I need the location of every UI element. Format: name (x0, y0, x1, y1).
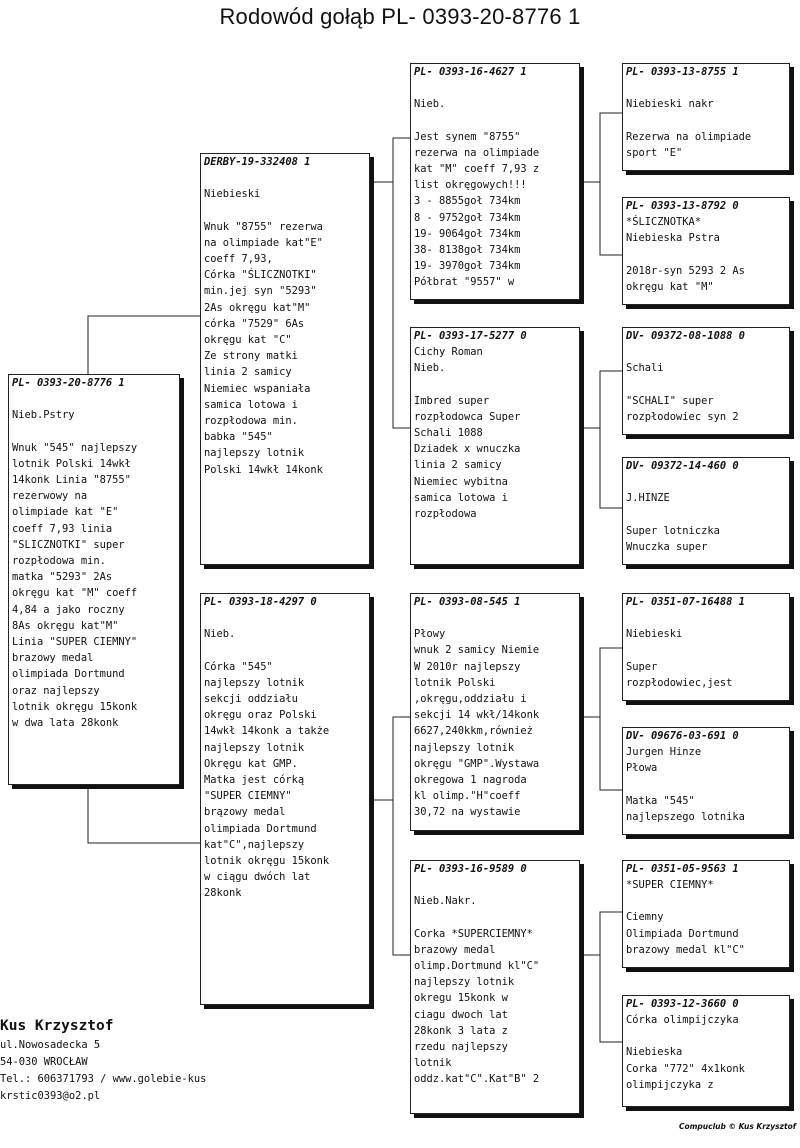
card-text-line: Córka olimpijczyka (626, 1014, 739, 1026)
great-grandparent-card-2[interactable] (622, 197, 790, 305)
sire-dam-card[interactable] (410, 327, 580, 565)
card-text-line: najlepszy lotnik (204, 447, 305, 460)
card-text-line: rezerwa na olimpiade (414, 146, 540, 159)
great-grandparent-card-5[interactable] (622, 593, 790, 701)
card-text-line: rozpłodowa min. (204, 415, 298, 428)
card-text-line: kl olimp."H"coeff (414, 790, 521, 803)
card-text-line (414, 376, 574, 392)
card-text-line: Płowy (414, 628, 446, 641)
ring-number: DERBY-19-332408 1 (204, 156, 311, 168)
owner-city: 54-030 WROCŁAW (0, 1056, 88, 1068)
card-text-line: Dziadek x wnuczka (414, 443, 521, 456)
card-text-line: córka "7529" 6As (204, 317, 305, 330)
ring-number: PL- 0351-05-9563 1 (626, 863, 739, 875)
card-text-line: rozpłodowa min. (12, 555, 106, 568)
card-text-line: linia 2 samicy (414, 459, 502, 472)
ring-number: DV- 09676-03-691 0 (626, 730, 739, 742)
card-text-line: Nieb. (414, 98, 446, 111)
card-text-line: Schali 1088 (414, 427, 483, 440)
card-text-line: ciagu dwoch lat (414, 1008, 508, 1021)
card-text-line: coeff 7,93 linia (12, 522, 113, 535)
card-text-line (204, 202, 364, 218)
ring-number: PL- 0393-08-545 1 (414, 596, 521, 608)
card-text-line: brazowy medal (414, 943, 496, 956)
card-text-line (626, 344, 784, 360)
ring-number: PL- 0393-20-8776 1 (12, 377, 125, 389)
sire-sire-card[interactable] (410, 63, 580, 300)
card-text-line: Wnuk "8755" rezerwa (204, 220, 323, 233)
card-text-line: olimpiada Dortmund (204, 822, 317, 835)
card-text-line (12, 391, 174, 407)
card-text-line: olimpiada Dortmund (12, 668, 125, 681)
card-text-line: babka "545" (204, 431, 273, 444)
card-text-line: okręgu kat "C" (204, 334, 292, 347)
card-text-line: J.HINZE (626, 492, 670, 505)
card-text-line: Super (626, 660, 658, 673)
software-credit: Compuclub © Kus Krzysztof (678, 1122, 796, 1131)
card-text-line: Imbred super (414, 394, 490, 407)
card-text-line (626, 1028, 784, 1044)
great-grandparent-card-1[interactable] (622, 63, 790, 171)
card-text-line (204, 642, 364, 658)
card-text-line: rozpłodowiec syn 2 (626, 410, 739, 423)
card-text-line: Nieb. (414, 362, 446, 375)
card-text-line: ,okręgu,oddziału i (414, 693, 527, 706)
card-text-line (626, 506, 784, 522)
card-text-line: Nieb. (204, 628, 236, 641)
card-text-line: kat "M" coeff 7,93 z (414, 163, 540, 176)
card-text-line: okręgu kat "M" coeff (12, 587, 138, 600)
card-text-line: najlepszy lotnik (414, 976, 515, 989)
card-text-line (626, 474, 784, 490)
card-text-line (12, 423, 174, 439)
card-text-line (626, 80, 784, 96)
card-text-line: olimp.Dortmund kl"C" (414, 960, 540, 973)
card-text-line (626, 112, 784, 128)
card-text-line (414, 80, 574, 96)
card-text-line: samica lotowa i (414, 491, 508, 504)
card-text-line: 14wkł 14konk a także (204, 725, 330, 738)
card-text-line (204, 610, 364, 626)
card-text-line: Wnuk "545" najlepszy (12, 441, 138, 454)
card-text-line: *SUPER CIEMNY* (626, 879, 714, 891)
card-text-line: olimpiade kat "E" (12, 506, 119, 519)
card-text-line: lotnik Polski (414, 676, 496, 689)
card-text-line: matka "5293" 2As (12, 571, 113, 584)
card-text-line: 4,84 a jako roczny (12, 603, 125, 616)
card-text-line: Corka *SUPERCIEMNY* (414, 927, 533, 940)
card-text-line: w ciągu dwóch lat (204, 871, 311, 884)
card-text-line: "SCHALI" super (626, 394, 714, 407)
card-text-line (626, 642, 784, 658)
card-text-line: linia 2 samicy (204, 366, 292, 379)
card-text-line: Olimpiada Dortmund (626, 927, 739, 940)
card-text-line: rozpłodowca Super (414, 410, 521, 423)
card-text-line: Okręgu kat GMP. (204, 757, 298, 770)
card-text-line: 6627,240kkm,również (414, 725, 533, 738)
card-text-line: oraz najlepszy (12, 684, 100, 697)
ring-number: PL- 0393-17-5277 0 (414, 330, 527, 342)
card-text-line: Schali (626, 362, 664, 375)
card-text-line: okregu 15konk w (414, 992, 508, 1005)
card-text-line: Linia "SUPER CIEMNY" (12, 636, 138, 649)
card-text-line: najlepszego lotnika (626, 810, 745, 823)
card-text-line: Ze strony matki (204, 350, 298, 363)
card-text-line: Matka jest córką (204, 774, 305, 787)
card-text-line: Super lotniczka (626, 524, 720, 537)
owner-email[interactable]: krstic0393@o2.pl (0, 1090, 101, 1102)
card-text-line: brązowy medal (204, 806, 286, 819)
card-text-line: lotnik Polski 14wkł (12, 457, 131, 470)
card-text-line (626, 610, 784, 626)
ring-number: PL- 0393-16-9589 0 (414, 863, 527, 875)
card-text-line: Nieb.Nakr. (414, 895, 477, 908)
card-text-line: Nieb.Pstry (12, 409, 75, 422)
great-grandparent-card-3[interactable] (622, 327, 790, 435)
card-text-line: Niemiec wspaniała (204, 382, 311, 395)
card-text-line: Jest synem "8755" (414, 130, 521, 143)
card-text-line: Ciemny (626, 911, 664, 924)
card-text-line (626, 246, 784, 262)
card-text-line: Niemiec wybitna (414, 475, 508, 488)
card-text-line: rozpłodowa (414, 508, 477, 521)
card-text-line: okręgu kat "M" (626, 280, 714, 293)
card-text-line: Niebieska (626, 1046, 683, 1059)
owner-name: Kus Krzysztof (0, 1018, 114, 1034)
card-text-line: kat"C",najlepszy (204, 838, 305, 851)
card-text-line: 28konk (204, 887, 242, 900)
card-text-line: Corka "772" 4x1konk (626, 1062, 745, 1075)
card-text-line: 8 - 9752goł 734km (414, 211, 521, 224)
card-text-line: na olimpiade kat"E" (204, 236, 323, 249)
card-text-line: okregowa 1 nagroda (414, 774, 527, 787)
card-text-line: 14konk Linia "8755" (12, 474, 131, 487)
card-text-line (414, 909, 574, 925)
card-text-line: najlepszy lotnik (204, 741, 305, 754)
card-text-line: okręgu "GMP".Wystawa (414, 757, 540, 770)
ring-number: DV- 09372-08-1088 0 (626, 330, 745, 342)
subject-pigeon-card[interactable] (8, 374, 180, 785)
card-text-line: najlepszy lotnik (204, 676, 305, 689)
ring-number: PL- 0393-13-8792 0 (626, 200, 739, 212)
card-text-line: W 2010r najlepszy (414, 660, 521, 673)
great-grandparent-card-7[interactable] (622, 860, 790, 968)
card-text-line: w dwa lata 28konk (12, 717, 119, 730)
dam-sire-card[interactable] (410, 593, 580, 831)
card-text-line: 28konk 3 lata z (414, 1024, 508, 1037)
page-title: Rodowód gołąb PL- 0393-20-8776 1 (219, 4, 581, 29)
ring-number: PL- 0351-07-16488 1 (626, 596, 745, 608)
card-text-line: oddz.kat"C".Kat"B" 2 (414, 1073, 540, 1086)
card-text-line: Niebieski (626, 628, 683, 641)
owner-block (0, 1016, 206, 1105)
card-text-line: Płowa (626, 762, 658, 775)
owner-contact[interactable]: Tel.: 606371793 / www.golebie-kus (0, 1073, 207, 1085)
card-text-line: okręgu oraz Polski (204, 709, 317, 722)
ring-number: DV- 09372-14-460 0 (626, 460, 739, 472)
card-text-line: lotnik (414, 1057, 452, 1070)
card-text-line: Rezerwa na olimpiade (626, 130, 752, 143)
card-text-line: "SLICZNOTKI" super (12, 538, 125, 551)
card-text-line: *ŚLICZNOTKA* (626, 216, 702, 228)
card-text-line: najlepszy lotnik (414, 741, 515, 754)
great-grandparent-card-6[interactable] (622, 727, 790, 835)
card-text-line: sport "E" (626, 146, 683, 159)
ring-number: PL- 0393-13-8755 1 (626, 66, 739, 78)
card-text-line: rzedu najlepszy (414, 1041, 508, 1054)
card-text-line: Polski 14wkł 14konk (204, 463, 323, 476)
card-text-line: Cichy Roman (414, 346, 483, 358)
card-text-line (414, 112, 574, 128)
card-text-line (626, 776, 784, 792)
card-text-line: Niebieski nakr (626, 98, 714, 111)
card-text-line: lotnik okręgu 15konk (12, 700, 138, 713)
card-text-line: sekcji oddziału (204, 693, 298, 706)
card-text-line: 30,72 na wystawie (414, 806, 521, 819)
card-text-line: brazowy medal kl"C" (626, 943, 745, 956)
card-text-line: Jurgen Hinze (626, 746, 702, 758)
card-text-line (414, 877, 574, 893)
card-text-line: 8As okręgu kat"M" (12, 619, 119, 632)
sire-card[interactable] (200, 153, 370, 565)
card-text-line: Córka "545" (204, 660, 273, 673)
card-text-line (626, 893, 784, 909)
owner-address: ul.Nowosadecka 5 (0, 1039, 101, 1051)
dam-card[interactable] (200, 593, 370, 1005)
card-text-line: 3 - 8855goł 734km (414, 195, 521, 208)
card-text-line: rezerwowy na (12, 490, 88, 503)
card-text-line: min.jej syn "5293" (204, 285, 317, 298)
card-text-line: Niebieska Pstra (626, 232, 720, 245)
card-text-line: rozpłodowiec,jest (626, 676, 733, 689)
card-text-line (626, 376, 784, 392)
card-text-line: Matka "545" (626, 794, 695, 807)
card-text-line: Córka "ŚLICZNOTKI" (204, 269, 317, 282)
card-text-line: brazowy medal (12, 652, 94, 665)
card-text-line: Półbrat "9557" w (414, 276, 515, 289)
great-grandparent-card-8[interactable] (622, 995, 790, 1107)
card-text-line: 2As okręgu kat"M" (204, 301, 311, 314)
ring-number: PL- 0393-18-4297 0 (204, 596, 317, 608)
card-text-line: Wnuczka super (626, 540, 708, 553)
card-text-line: list okręgowych!!! (414, 179, 527, 192)
card-text-line: wnuk 2 samicy Niemie (414, 644, 540, 657)
card-text-line: sekcji 14 wkł/14konk (414, 709, 540, 722)
card-text-line: "SUPER CIEMNY" (204, 790, 292, 803)
card-text-line: olimpijczyka z (626, 1078, 714, 1091)
dam-dam-card[interactable] (410, 860, 580, 1114)
card-text-line: 19- 9064goł 734km (414, 227, 521, 240)
card-text-line: 19- 3970goł 734km (414, 260, 521, 273)
card-text-line (414, 610, 574, 626)
card-text-line: samica lotowa i (204, 398, 298, 411)
card-text-line: Niebieski (204, 188, 261, 201)
card-text-line: lotnik okręgu 15konk (204, 855, 330, 868)
card-text-line: 2018r-syn 5293 2 As (626, 264, 745, 277)
card-text-line: 38- 8138goł 734km (414, 244, 521, 257)
card-text-line: coeff 7,93, (204, 253, 273, 266)
card-text-line (204, 170, 364, 186)
great-grandparent-card-4[interactable] (622, 457, 790, 565)
ring-number: PL- 0393-16-4627 1 (414, 66, 527, 78)
ring-number: PL- 0393-12-3660 0 (626, 998, 739, 1010)
